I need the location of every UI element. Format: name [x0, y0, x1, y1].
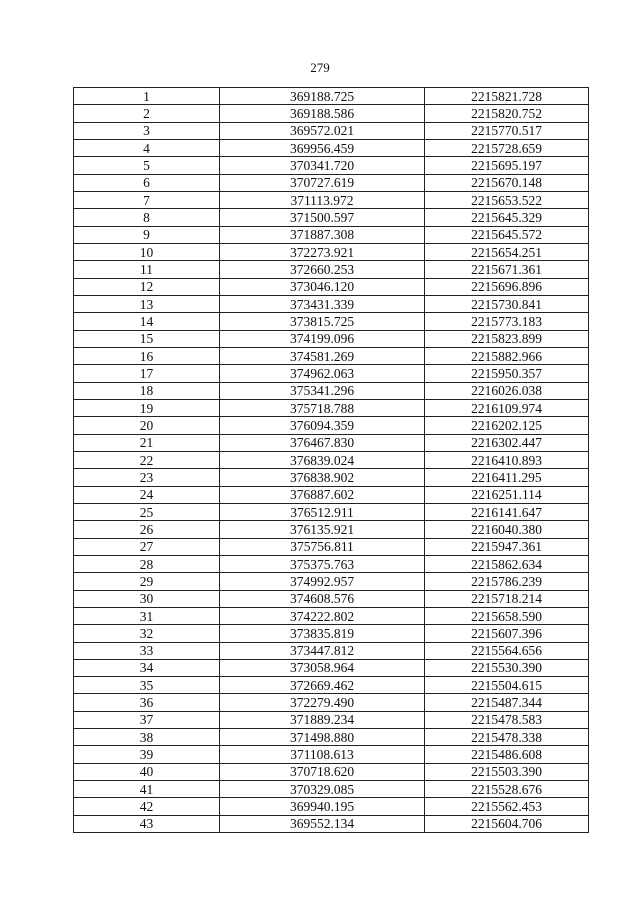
point-number-cell: 27 — [74, 538, 220, 555]
y-coordinate-cell: 2215653.522 — [425, 191, 589, 208]
point-number-cell: 1 — [74, 88, 220, 105]
point-number-cell: 16 — [74, 347, 220, 364]
x-coordinate-cell: 369572.021 — [220, 122, 425, 139]
point-number-cell: 19 — [74, 399, 220, 416]
x-coordinate-cell: 375756.811 — [220, 538, 425, 555]
x-coordinate-cell: 370329.085 — [220, 781, 425, 798]
x-coordinate-cell: 373447.812 — [220, 642, 425, 659]
x-coordinate-cell: 371887.308 — [220, 226, 425, 243]
x-coordinate-cell: 371108.613 — [220, 746, 425, 763]
table-row — [74, 486, 589, 503]
y-coordinate-cell: 2216251.114 — [425, 486, 589, 503]
point-number-cell: 42 — [74, 798, 220, 815]
table-row — [74, 330, 589, 347]
point-number-cell: 14 — [74, 313, 220, 330]
point-number-cell: 21 — [74, 434, 220, 451]
table-row — [74, 659, 589, 676]
table-row — [74, 521, 589, 538]
x-coordinate-cell: 370727.619 — [220, 174, 425, 191]
point-number-cell: 2 — [74, 105, 220, 122]
table-row — [74, 590, 589, 607]
table-row — [74, 434, 589, 451]
x-coordinate-cell: 373835.819 — [220, 625, 425, 642]
coordinate-table-container — [73, 87, 589, 833]
y-coordinate-cell: 2215882.966 — [425, 347, 589, 364]
table-row — [74, 295, 589, 312]
x-coordinate-cell: 369940.195 — [220, 798, 425, 815]
y-coordinate-cell: 2216410.893 — [425, 451, 589, 468]
table-row — [74, 278, 589, 295]
x-coordinate-cell: 370341.720 — [220, 157, 425, 174]
x-coordinate-cell: 370718.620 — [220, 763, 425, 780]
y-coordinate-cell: 2215645.572 — [425, 226, 589, 243]
x-coordinate-cell: 376838.902 — [220, 469, 425, 486]
x-coordinate-cell: 376512.911 — [220, 503, 425, 520]
y-coordinate-cell: 2215530.390 — [425, 659, 589, 676]
table-row — [74, 382, 589, 399]
x-coordinate-cell: 372273.921 — [220, 243, 425, 260]
x-coordinate-cell: 371500.597 — [220, 209, 425, 226]
point-number-cell: 4 — [74, 139, 220, 156]
y-coordinate-cell: 2215728.659 — [425, 139, 589, 156]
x-coordinate-cell: 376839.024 — [220, 451, 425, 468]
table-row — [74, 174, 589, 191]
point-number-cell: 34 — [74, 659, 220, 676]
point-number-cell: 31 — [74, 607, 220, 624]
point-number-cell: 25 — [74, 503, 220, 520]
coordinate-table — [73, 87, 589, 833]
y-coordinate-cell: 2215770.517 — [425, 122, 589, 139]
point-number-cell: 43 — [74, 815, 220, 832]
page-number: 279 — [310, 60, 330, 75]
y-coordinate-cell: 2215823.899 — [425, 330, 589, 347]
point-number-cell: 17 — [74, 365, 220, 382]
x-coordinate-cell: 375375.763 — [220, 555, 425, 572]
table-row — [74, 347, 589, 364]
point-number-cell: 38 — [74, 729, 220, 746]
point-number-cell: 10 — [74, 243, 220, 260]
table-row — [74, 313, 589, 330]
y-coordinate-cell: 2215562.453 — [425, 798, 589, 815]
x-coordinate-cell: 374581.269 — [220, 347, 425, 364]
table-row — [74, 226, 589, 243]
y-coordinate-cell: 2216141.647 — [425, 503, 589, 520]
y-coordinate-cell: 2215478.583 — [425, 711, 589, 728]
y-coordinate-cell: 2216109.974 — [425, 399, 589, 416]
point-number-cell: 18 — [74, 382, 220, 399]
y-coordinate-cell: 2215950.357 — [425, 365, 589, 382]
table-row — [74, 209, 589, 226]
table-row — [74, 243, 589, 260]
point-number-cell: 40 — [74, 763, 220, 780]
y-coordinate-cell: 2215486.608 — [425, 746, 589, 763]
point-number-cell: 5 — [74, 157, 220, 174]
table-row — [74, 694, 589, 711]
point-number-cell: 41 — [74, 781, 220, 798]
y-coordinate-cell: 2215773.183 — [425, 313, 589, 330]
table-row — [74, 555, 589, 572]
table-row — [74, 746, 589, 763]
table-row — [74, 261, 589, 278]
table-row — [74, 642, 589, 659]
table-row — [74, 677, 589, 694]
table-row — [74, 157, 589, 174]
point-number-cell: 20 — [74, 417, 220, 434]
y-coordinate-cell: 2215947.361 — [425, 538, 589, 555]
table-row — [74, 729, 589, 746]
x-coordinate-cell: 376135.921 — [220, 521, 425, 538]
y-coordinate-cell: 2215862.634 — [425, 555, 589, 572]
table-row — [74, 469, 589, 486]
x-coordinate-cell: 373058.964 — [220, 659, 425, 676]
point-number-cell: 33 — [74, 642, 220, 659]
x-coordinate-cell: 369188.725 — [220, 88, 425, 105]
table-row — [74, 122, 589, 139]
y-coordinate-cell: 2215730.841 — [425, 295, 589, 312]
x-coordinate-cell: 374608.576 — [220, 590, 425, 607]
x-coordinate-cell: 376887.602 — [220, 486, 425, 503]
point-number-cell: 35 — [74, 677, 220, 694]
table-row — [74, 538, 589, 555]
y-coordinate-cell: 2216411.295 — [425, 469, 589, 486]
y-coordinate-cell: 2215478.338 — [425, 729, 589, 746]
x-coordinate-cell: 374222.802 — [220, 607, 425, 624]
coordinate-table-body — [74, 88, 589, 833]
x-coordinate-cell: 376467.830 — [220, 434, 425, 451]
y-coordinate-cell: 2215658.590 — [425, 607, 589, 624]
table-row — [74, 625, 589, 642]
y-coordinate-cell: 2215503.390 — [425, 763, 589, 780]
y-coordinate-cell: 2216302.447 — [425, 434, 589, 451]
y-coordinate-cell: 2215564.656 — [425, 642, 589, 659]
y-coordinate-cell: 2215654.251 — [425, 243, 589, 260]
point-number-cell: 28 — [74, 555, 220, 572]
y-coordinate-cell: 2215604.706 — [425, 815, 589, 832]
point-number-cell: 22 — [74, 451, 220, 468]
y-coordinate-cell: 2215820.752 — [425, 105, 589, 122]
point-number-cell: 7 — [74, 191, 220, 208]
point-number-cell: 13 — [74, 295, 220, 312]
point-number-cell: 8 — [74, 209, 220, 226]
table-row — [74, 711, 589, 728]
table-row — [74, 191, 589, 208]
x-coordinate-cell: 374199.096 — [220, 330, 425, 347]
point-number-cell: 29 — [74, 573, 220, 590]
point-number-cell: 32 — [74, 625, 220, 642]
point-number-cell: 26 — [74, 521, 220, 538]
x-coordinate-cell: 371498.880 — [220, 729, 425, 746]
y-coordinate-cell: 2215786.239 — [425, 573, 589, 590]
x-coordinate-cell: 372279.490 — [220, 694, 425, 711]
x-coordinate-cell: 375718.788 — [220, 399, 425, 416]
y-coordinate-cell: 2215695.197 — [425, 157, 589, 174]
y-coordinate-cell: 2215670.148 — [425, 174, 589, 191]
x-coordinate-cell: 376094.359 — [220, 417, 425, 434]
table-row — [74, 781, 589, 798]
table-row — [74, 105, 589, 122]
point-number-cell: 15 — [74, 330, 220, 347]
table-row — [74, 503, 589, 520]
point-number-cell: 6 — [74, 174, 220, 191]
point-number-cell: 12 — [74, 278, 220, 295]
x-coordinate-cell: 375341.296 — [220, 382, 425, 399]
table-row — [74, 417, 589, 434]
table-row — [74, 573, 589, 590]
point-number-cell: 24 — [74, 486, 220, 503]
table-row — [74, 451, 589, 468]
y-coordinate-cell: 2215821.728 — [425, 88, 589, 105]
x-coordinate-cell: 369956.459 — [220, 139, 425, 156]
y-coordinate-cell: 2215696.896 — [425, 278, 589, 295]
x-coordinate-cell: 373815.725 — [220, 313, 425, 330]
x-coordinate-cell: 373431.339 — [220, 295, 425, 312]
x-coordinate-cell: 373046.120 — [220, 278, 425, 295]
x-coordinate-cell: 369188.586 — [220, 105, 425, 122]
x-coordinate-cell: 371113.972 — [220, 191, 425, 208]
point-number-cell: 36 — [74, 694, 220, 711]
x-coordinate-cell: 371889.234 — [220, 711, 425, 728]
point-number-cell: 3 — [74, 122, 220, 139]
x-coordinate-cell: 372669.462 — [220, 677, 425, 694]
y-coordinate-cell: 2215528.676 — [425, 781, 589, 798]
table-row — [74, 399, 589, 416]
x-coordinate-cell: 369552.134 — [220, 815, 425, 832]
point-number-cell: 23 — [74, 469, 220, 486]
table-row — [74, 139, 589, 156]
table-row — [74, 798, 589, 815]
table-row — [74, 763, 589, 780]
y-coordinate-cell: 2215645.329 — [425, 209, 589, 226]
point-number-cell: 39 — [74, 746, 220, 763]
y-coordinate-cell: 2216026.038 — [425, 382, 589, 399]
point-number-cell: 37 — [74, 711, 220, 728]
y-coordinate-cell: 2216040.380 — [425, 521, 589, 538]
y-coordinate-cell: 2215718.214 — [425, 590, 589, 607]
y-coordinate-cell: 2215487.344 — [425, 694, 589, 711]
y-coordinate-cell: 2216202.125 — [425, 417, 589, 434]
point-number-cell: 30 — [74, 590, 220, 607]
point-number-cell: 9 — [74, 226, 220, 243]
y-coordinate-cell: 2215671.361 — [425, 261, 589, 278]
x-coordinate-cell: 374962.063 — [220, 365, 425, 382]
x-coordinate-cell: 372660.253 — [220, 261, 425, 278]
y-coordinate-cell: 2215607.396 — [425, 625, 589, 642]
table-row — [74, 815, 589, 832]
point-number-cell: 11 — [74, 261, 220, 278]
table-row — [74, 88, 589, 105]
table-row — [74, 607, 589, 624]
y-coordinate-cell: 2215504.615 — [425, 677, 589, 694]
x-coordinate-cell: 374992.957 — [220, 573, 425, 590]
table-row — [74, 365, 589, 382]
